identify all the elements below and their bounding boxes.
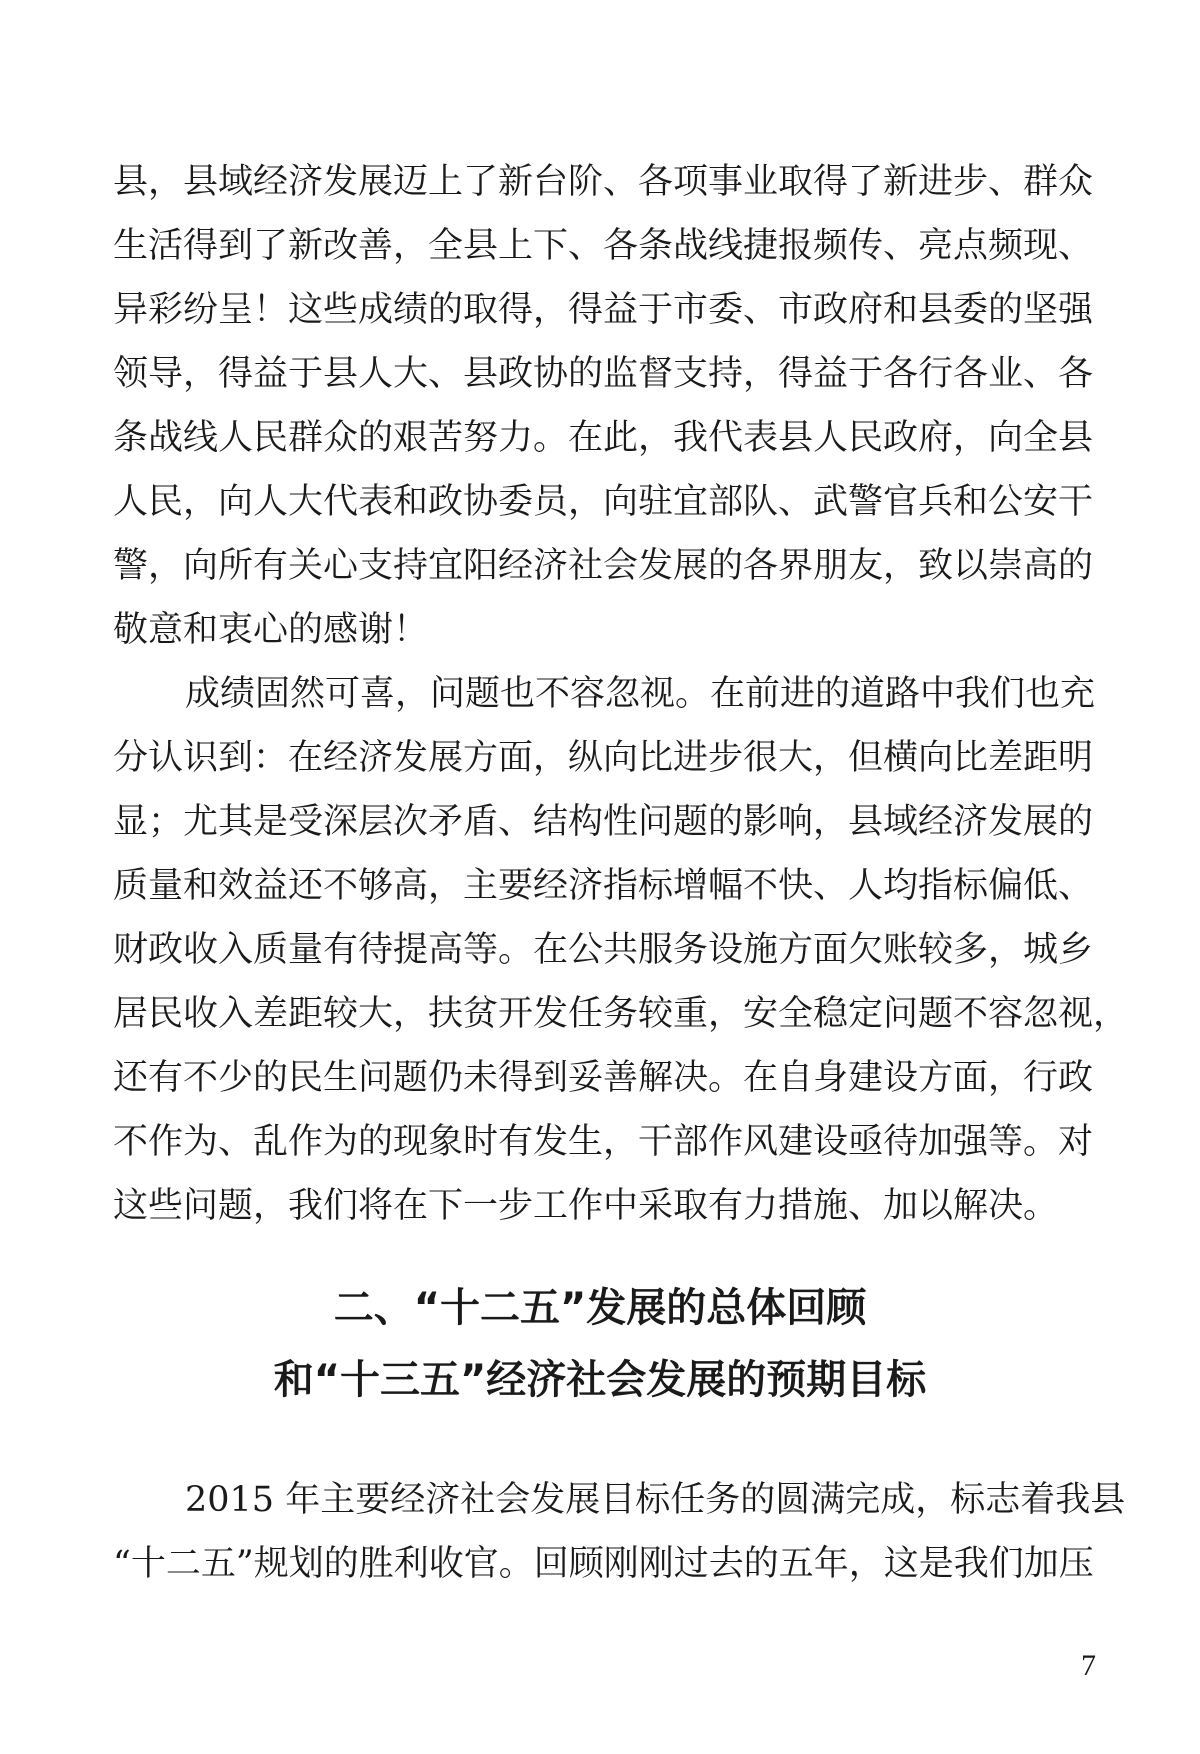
text-line: 县，县域经济发展迈上了新台阶、各项事业取得了新进步、群众 — [113, 162, 1094, 202]
text-line: 分认识到：在经济发展方面，纵向比进步很大，但横向比差距明 — [113, 738, 1094, 778]
text-line: 敬意和衷心的感谢！ — [113, 610, 429, 650]
paragraph-review — [113, 1468, 1126, 1596]
text-line: 质量和效益还不够高，主要经济指标增幅不快、人均指标偏低、 — [113, 866, 1094, 906]
text-line: 财政收入质量有待提高等。在公共服务设施方面欠账较多，城乡 — [113, 930, 1094, 970]
text-line: 这些问题，我们将在下一步工作中采取有力措施、加以解决。 — [113, 1186, 1059, 1226]
text-line: 2015 年主要经济社会发展目标任务的圆满完成，标志着我县 — [185, 1480, 1126, 1520]
text-line: 显；尤其是受深层次矛盾、结构性问题的影响，县域经济发展的 — [113, 802, 1094, 842]
paragraph-acknowledgement — [113, 150, 1094, 662]
text-line: 人民，向人大代表和政协委员，向驻宜部队、武警官兵和公安干 — [113, 482, 1094, 522]
section-heading-line-1: 二、“十二五”发展的总体回顾 — [333, 1285, 867, 1331]
text-line: 警，向所有关心支持宜阳经济社会发展的各界朋友，致以崇高的 — [113, 546, 1094, 586]
text-line: 不作为、乱作为的现象时有发生，干部作风建设亟待加强等。对 — [113, 1122, 1094, 1162]
text-line: 还有不少的民生问题仍未得到妥善解决。在自身建设方面，行政 — [113, 1058, 1094, 1098]
text-line: 条战线人民群众的艰苦努力。在此，我代表县人民政府，向全县 — [113, 418, 1094, 458]
page-number: 7 — [1081, 1649, 1096, 1682]
section-heading-line-2: 和“十三五”经济社会发展的预期目标 — [273, 1357, 927, 1403]
text-line: “十二五”规划的胜利收官。回顾刚刚过去的五年，这是我们加压 — [113, 1544, 1094, 1584]
text-line: 异彩纷呈！这些成绩的取得，得益于市委、市政府和县委的坚强 — [113, 290, 1094, 330]
text-line: 领导，得益于县人大、县政协的监督支持，得益于各行各业、各 — [113, 354, 1094, 394]
paragraph-problems — [113, 662, 1129, 1238]
text-line: 生活得到了新改善，全县上下、各条战线捷报频传、亮点频现、 — [113, 226, 1094, 266]
text-line: 居民收入差距较大，扶贫开发任务较重，安全稳定问题不容忽视， — [113, 994, 1129, 1034]
text-line: 成绩固然可喜，问题也不容忽视。在前进的道路中我们也充 — [185, 674, 1096, 714]
